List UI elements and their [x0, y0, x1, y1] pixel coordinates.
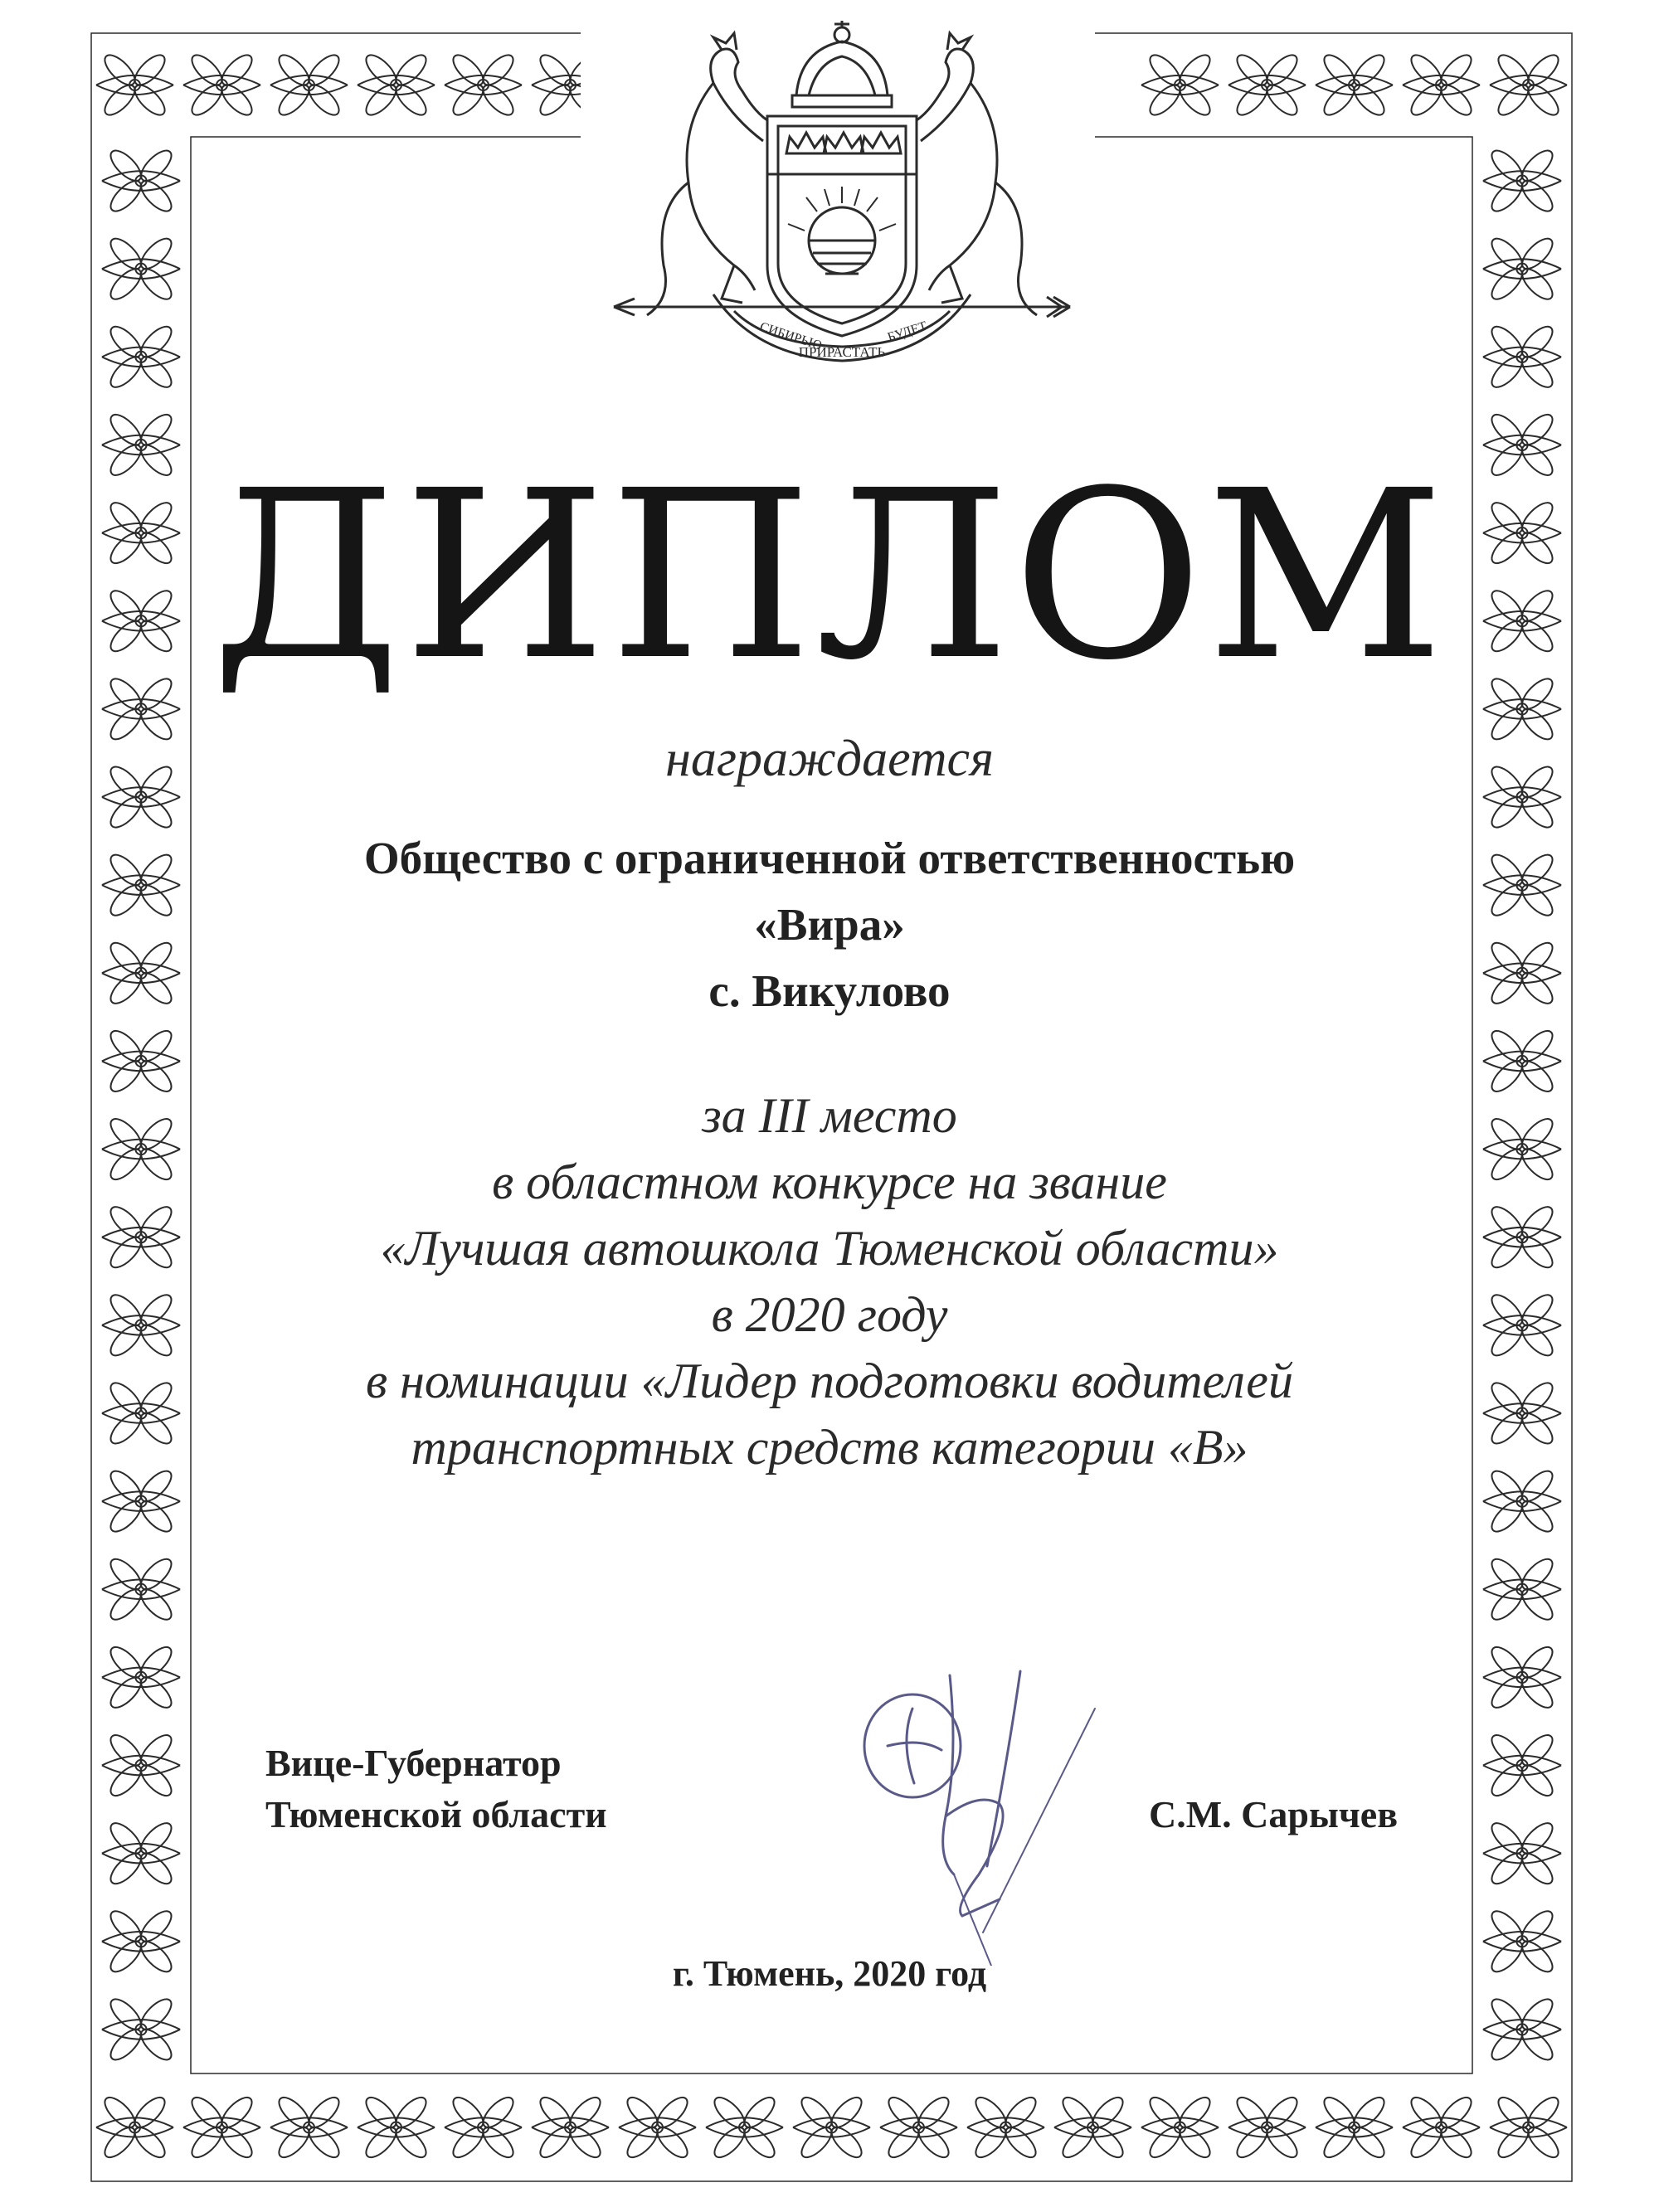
reason-line-4: в 2020 году — [711, 1287, 948, 1342]
motto-right: БУДЕТ — [885, 318, 929, 345]
reason-line-3: «Лучшая автошкола Тюменской области» — [380, 1221, 1279, 1276]
diploma-title: ДИПЛОМ — [212, 441, 1447, 712]
coat-of-arms-emblem — [589, 17, 1095, 373]
recipient-line-3: с. Викулово — [708, 965, 951, 1016]
motto-left: СИБИРЬЮ — [757, 319, 824, 353]
award-reason-block — [0, 1082, 1659, 1480]
handwritten-signature — [854, 1659, 1153, 1966]
reason-line-2: в областном конкурсе на звание — [492, 1155, 1167, 1209]
recipient-block — [0, 825, 1659, 1024]
awarded-text: награждается — [665, 731, 994, 787]
signatory-name: С.М. Сарычев — [1149, 1793, 1399, 1835]
motto-center: ПРИРАСТАТЬ — [798, 344, 886, 360]
recipient-line-1: Общество с ограниченной ответственностью — [363, 833, 1296, 883]
recipient-line-2: «Вира» — [754, 899, 905, 950]
reason-line-5: в номинации «Лидер подготовки водителей — [366, 1354, 1293, 1408]
signatory-position — [265, 1738, 607, 1840]
reason-line-6: транспортных средств категории «В» — [411, 1420, 1248, 1475]
position-line-2: Тюменской области — [265, 1793, 607, 1835]
position-line-1: Вице-Губернатор — [265, 1742, 562, 1784]
reason-line-1: за III место — [702, 1088, 957, 1143]
place-and-date: г. Тюмень, 2020 год — [672, 1953, 987, 1994]
